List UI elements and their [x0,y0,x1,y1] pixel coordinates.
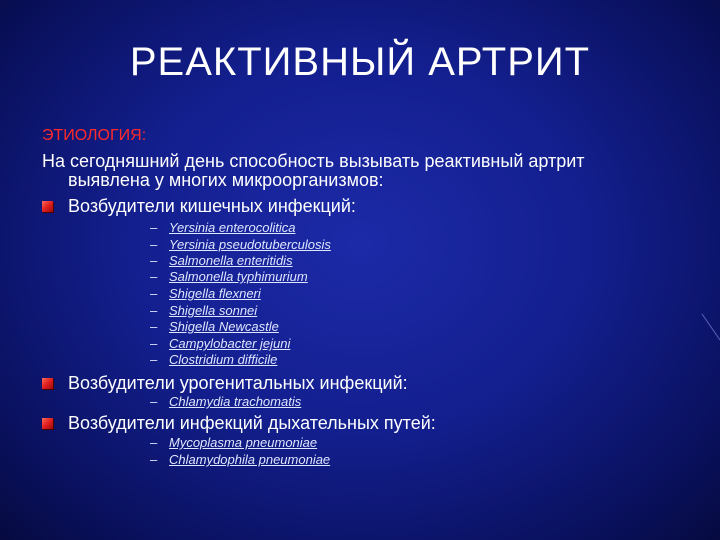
sub-item[interactable]: – Chlamydophila pneumoniae [150,452,331,467]
sub-item-link[interactable]: Shigella Newcastle [169,319,279,334]
intro-line-1: На сегодняшний день способность вызывать реактивный артрит [42,151,585,171]
bullet-respiratory [42,413,436,433]
bullet-label: Возбудители кишечных инфекций: [68,196,356,216]
sub-item[interactable]: – Clostridium difficile [150,352,278,367]
sub-item-link[interactable]: Clostridium difficile [169,352,278,367]
sub-item[interactable]: – Mycoplasma pneumoniae [150,435,318,450]
bullet-urogenital [42,373,408,393]
sub-item-link[interactable]: Mycoplasma pneumoniae [169,435,318,450]
sub-item-link[interactable]: Chlamydophila pneumoniae [169,452,331,467]
bullet-label: Возбудители урогенитальных инфекций: [68,373,408,393]
intro-text [42,152,682,190]
square-bullet-icon [42,418,53,429]
sub-item-link[interactable]: Yersinia enterocolitica [169,220,296,235]
sub-item-link[interactable]: Salmonella typhimurium [169,269,308,284]
sub-item-link[interactable]: Shigella flexneri [169,286,261,301]
sub-item-link[interactable]: Yersinia pseudotuberculosis [169,237,331,252]
sub-item[interactable]: – Shigella Newcastle [150,319,279,334]
slide-title: РЕАКТИВНЫЙ АРТРИТ [129,40,591,84]
decorative-line-icon [700,310,720,350]
sub-item-link[interactable]: Campylobacter jejuni [169,336,291,351]
square-bullet-icon [42,378,53,389]
sub-item[interactable]: – Salmonella typhimurium [150,269,308,284]
intro-line-2: выявлена у многих микроорганизмов: [68,170,384,190]
etiology-label: ЭТИОЛОГИЯ: [42,127,147,144]
sub-item[interactable]: – Shigella flexneri [150,286,261,301]
bullet-label: Возбудители инфекций дыхательных путей: [68,413,436,433]
sub-item-link[interactable]: Shigella sonnei [169,303,258,318]
sub-item[interactable]: – Chlamydia trachomatis [150,394,302,409]
sub-item[interactable]: – Campylobacter jejuni [150,336,291,351]
sub-item[interactable]: – Shigella sonnei [150,303,258,318]
sub-item[interactable]: – Salmonella enteritidis [150,253,293,268]
sub-item-link[interactable]: Salmonella enteritidis [169,253,293,268]
bullet-intestinal [42,196,356,216]
sub-item[interactable]: – Yersinia enterocolitica [150,220,296,235]
square-bullet-icon [42,201,53,212]
sub-item-link[interactable]: Chlamydia trachomatis [169,394,302,409]
sub-item[interactable]: – Yersinia pseudotuberculosis [150,237,331,252]
